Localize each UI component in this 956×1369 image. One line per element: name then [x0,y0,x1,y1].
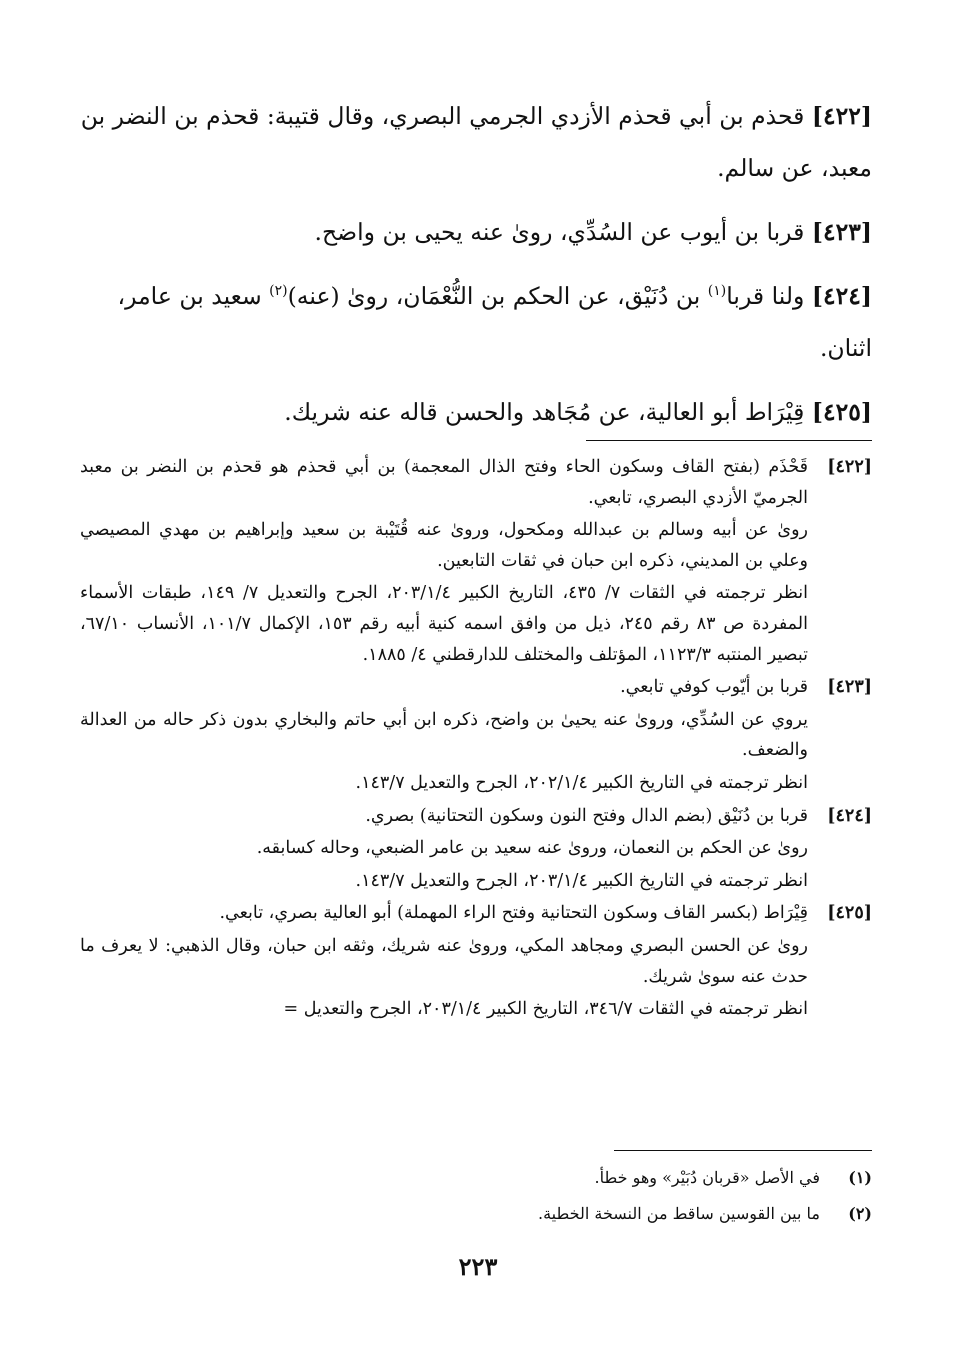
commentary-424 [80,801,872,897]
footnotes [80,1160,872,1232]
footnote-text: ما بين القوسين ساقط من النسخة الخطية. [538,1204,820,1223]
entry-text-part: بن دُنَيْق، عن الحكم بن النُّعْمَان، روىٰ (عنه) [287,282,708,310]
commentary-line: انظر ترجمته في الثقات ٧/ ٤٣٥، التاريخ الكبير ٢٠٣/١/٤، الجرح والتعديل ٧/ ١٤٩، طبقات الأسماء المفردة ص ٨٣ رقم ٢٤٥، ذيل من وافق اسمه كنية أبيه رقم ١٥٣، الإكمال ١٠١/٧، الأنساب ٦٧/١٠، تبصير المنتبه ١١٢٣/٣، المؤتلف والمختلف للدارقطني ٤/ ١٨٨٥. [80,583,808,665]
commentary-number: [٤٢٢] [827,457,872,477]
entry-text: قربا بن أيوب عن السُدِّي، روىٰ عنه يحيى بن واضح. [314,218,805,246]
commentary-number: [٤٢٥] [827,903,872,924]
commentary-line: قربا بن دُنَيْق (بضم الدال وفتح النون وسكون التحتانية) بصري. [365,805,808,826]
entry-424 [80,270,872,374]
footnote-2 [80,1196,872,1232]
entry-text-part: سعيد بن عامر، اثنان. [117,282,872,362]
entry-number: [٤٢٢] [811,102,872,130]
commentary-number: [٤٢٤] [827,805,872,826]
footnote-number: (١) [848,1168,872,1187]
footnote-separator-line [614,1150,872,1151]
commentary-line: روىٰ عن أبيه وسالم بن عبدالله ومكحول، وروىٰ عنه قُتَيْبة بن سعيد وإبراهيم بن مهدي المصيصي وعلي بن المديني، ذكره ابن حبان في ثقات التابعين. [80,520,808,571]
entry-text-part: ولنا قربا [726,282,805,310]
entry-423 [80,206,872,258]
commentary-425 [80,898,872,1024]
entry-number: [٤٢٥] [811,398,872,426]
commentary-line: انظر ترجمته في التاريخ الكبير ٢٠٣/١/٤، الجرح والتعديل ١٤٣/٧. [355,870,808,891]
commentary-line: يروي عن السُدِّي، وروىٰ عنه يحيىٰ بن واضح، ذكره ابن أبي حاتم والبخاري بدون ذكر حاله من العدالة والضعف. [80,709,808,761]
entry-422 [80,90,872,194]
entry-number: [٤٢٤] [811,282,872,310]
commentary-line: روىٰ عن الحسن البصري ومجاهد المكي، وروىٰ عنه شريك، وثقه ابن حبان، وقال الذهبي: لا يعرف ما حدث عنه سوىٰ شريك. [80,935,808,987]
commentary-line: قَحْذَم (بفتح القاف وسكون الحاء وفتح الذال المعجمة) بن أبي قحذم هو قحذم بن النضر بن معبد الجرميّ الأزدي البصري، تابعي. [80,457,808,508]
page-number: ٢٢٣ [458,1252,498,1281]
commentary-line: قربا بن أيّوب كوفي تابعي. [620,677,808,698]
commentary [80,452,872,1027]
footnote-text: في الأصل «قربان دُبَيْر» وهو خطأ. [594,1168,820,1187]
footnote-1 [80,1160,872,1196]
main-separator-line [586,440,872,441]
main-text [80,90,872,438]
entry-number: [٤٢٣] [811,218,872,246]
footnote-number: (٢) [848,1204,872,1223]
footnote-ref-1: (١) [707,283,727,300]
commentary-422 [80,452,872,670]
entry-text: قِيْرَاط أبو العالية، عن مُجَاهد والحسن قاله عنه شريك. [284,398,805,426]
entry-425 [80,386,872,438]
entry-text: قحذم بن أبي قحذم الأزدي الجرمي البصري، وقال قتيبة: قحذم بن النضر بن معبد، عن سالم. [80,102,872,182]
commentary-line: قِيْرَاط (بكسر القاف وسكون التحتانية وفتح الراء المهملة) أبو العالية بصري، تابعي. [219,903,808,924]
commentary-line: انظر ترجمته في التاريخ الكبير ٢٠٢/١/٤، الجرح والتعديل ١٤٣/٧. [355,772,808,793]
commentary-line: انظر ترجمته في الثقات ٣٤٦/٧، التاريخ الكبير ٢٠٣/١/٤، الجرح والتعديل = [283,999,808,1020]
commentary-423 [80,672,872,798]
footnote-ref-2: (٢) [269,283,288,300]
commentary-number: [٤٢٣] [827,677,872,698]
commentary-line: روىٰ عن الحكم بن النعمان، وروىٰ عنه سعيد بن عامر الضبعي، وحاله كسابقه. [256,838,808,859]
